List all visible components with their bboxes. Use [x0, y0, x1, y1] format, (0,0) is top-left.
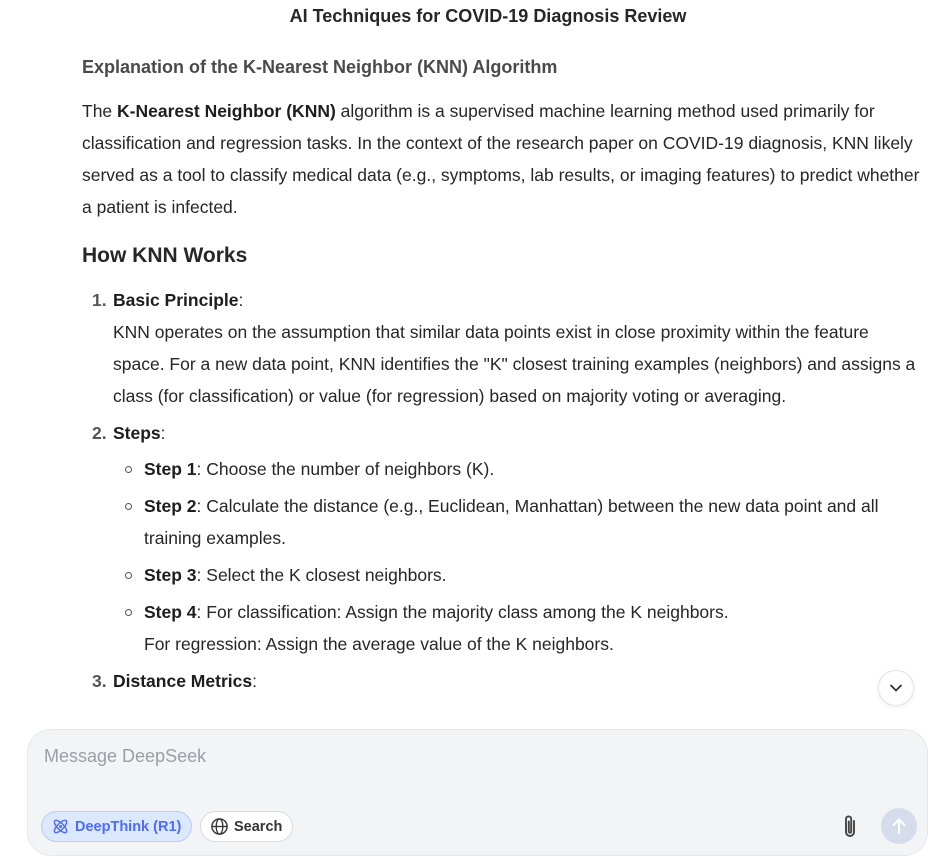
content-fade: [0, 700, 941, 730]
intro-rest: algorithm is a supervised machine learning method used primarily for classification and regression tasks. In the context of the research paper on COVID-19 diagnosis, KNN likely served as a tool to classify medical data (e.g., symptoms, lab results, or imaging features) to predict whether a patient is infected.: [82, 101, 920, 217]
step-label: Step 3: [144, 565, 197, 585]
assistant-message: [82, 53, 924, 702]
numbered-list: [82, 284, 924, 697]
step-text: Calculate the distance (e.g., Euclidean, Manhattan) between the new data point and all training examples.: [144, 496, 879, 548]
send-button[interactable]: [881, 808, 917, 844]
list-item: Distance Metrics:: [113, 671, 257, 691]
step-label: Step 2: [144, 496, 197, 516]
atom-icon: [51, 817, 70, 836]
sub-list-item: Step 3: Select the K closest neighbors.: [144, 559, 924, 591]
step-text: Select the K closest neighbors.: [201, 565, 447, 585]
chat-title: AI Techniques for COVID-19 Diagnosis Review: [289, 6, 687, 26]
item-title: Steps: [113, 423, 161, 443]
message-input[interactable]: Message DeepSeek: [44, 746, 207, 766]
search-toggle[interactable]: [200, 811, 293, 842]
item-text: KNN operates on the assumption that similar data points exist in close proximity within the feature space. For a new data point, KNN identifies the "K" closest training examples (neighbors) and assigns a class (for classification) or value (for regression) based on majority voting or averaging.: [113, 322, 916, 406]
section-heading: How KNN Works: [82, 244, 248, 267]
scroll-to-bottom-button[interactable]: [878, 670, 914, 706]
attach-button[interactable]: [839, 813, 861, 846]
item-title: Basic Principle: [113, 290, 239, 310]
step-label: Step 4: [144, 602, 197, 622]
sub-list-item: Step 4: For classification: Assign the majority class among the K neighbors. For regression: Assign the average value of the K neighbors.: [144, 596, 924, 660]
deepthink-label: DeepThink (R1): [75, 818, 182, 835]
subheading: Explanation of the K-Nearest Neighbor (KNN) Algorithm: [82, 57, 558, 77]
item-title: Distance Metrics: [113, 671, 253, 691]
step-text-continued: For regression: Assign the average value of the K neighbors.: [144, 634, 614, 654]
intro-paragraph: [82, 95, 924, 223]
step-text: For classification: Assign the majority class among the K neighbors.: [201, 602, 729, 622]
sub-list: [113, 453, 924, 660]
step-text: Choose the number of neighbors (K).: [201, 459, 495, 479]
list-item: Basic Principle: KNN operates on the assumption that similar data points exist in close proximity within the feature space. For a new data point, KNN identifies the "K" closest training examples (neighbors) and assigns a class (for classification) or value (for regression) based on majority voting or averaging.: [113, 290, 916, 406]
sub-list-item: Step 2: Calculate the distance (e.g., Euclidean, Manhattan) between the new data point and all training examples.: [144, 490, 924, 554]
step-label: Step 1: [144, 459, 197, 479]
globe-icon: [210, 817, 229, 836]
intro-bold: K-Nearest Neighbor (KNN): [117, 101, 336, 121]
intro-prefix: The: [82, 101, 118, 121]
deepthink-toggle[interactable]: [41, 811, 192, 842]
message-composer: [27, 729, 928, 856]
paperclip-icon: [839, 813, 861, 841]
list-item: Steps: Step 1: Choose the number of neighbors (K). Step 2: Calculate the distance (e.g., Euclidean, Manhattan) between the new data point and all training examples. Step 3: Select the K closest neighbors. Step 4: For classification: Assign the majority class among the K neighbors. For regression: Assign the average value of the K neighbors.: [113, 417, 924, 660]
sub-list-item: Step 1: Choose the number of neighbors (K).: [144, 453, 924, 485]
chevron-down-icon: [888, 680, 904, 696]
search-label: Search: [234, 818, 283, 835]
arrow-up-icon: [891, 817, 907, 835]
